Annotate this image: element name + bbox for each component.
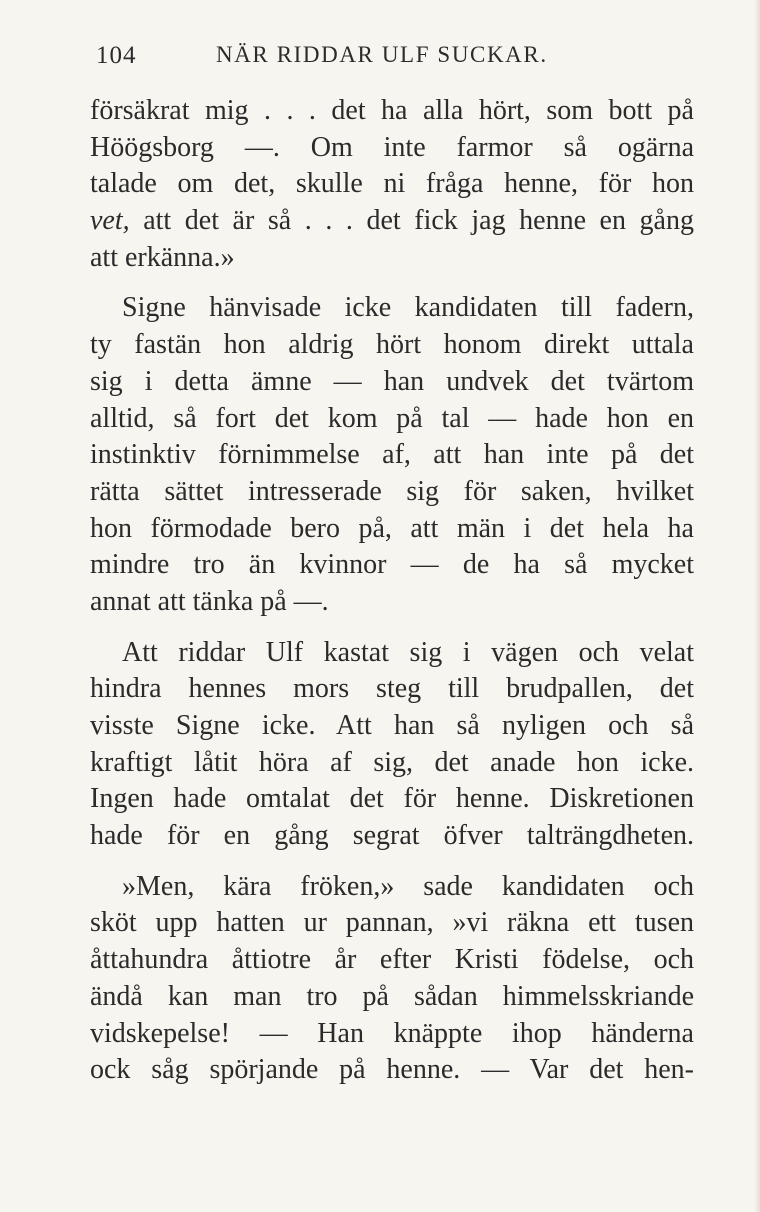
text-line: att erkänna.» <box>90 241 235 273</box>
italic-word: vet, <box>90 205 130 237</box>
text-line: kraftigt låtit höra af sig, det anade hon icke. <box>90 746 694 778</box>
paragraph <box>90 290 694 620</box>
text-line: talade om det, skulle ni fråga henne, för hon <box>90 168 694 200</box>
text-line: Ingen hade omtalat det för henne. Diskretionen <box>90 783 694 815</box>
text-line <box>90 203 694 240</box>
text-line: instinktiv förnimmelse af, att han inte på det <box>90 439 694 471</box>
text-line: sig i detta ämne — han undvek det tvärtom <box>90 365 694 397</box>
paragraph <box>90 635 694 855</box>
text-line: »Men, kära fröken,» sade kandidaten och <box>122 870 694 902</box>
text-line: hindra hennes mors steg till brudpallen, det <box>90 673 694 705</box>
text-line: sköt upp hatten ur pannan, »vi räkna ett tusen <box>90 907 694 939</box>
paragraph <box>90 93 694 276</box>
text-line: Höögsborg —. Om inte farmor så ogärna <box>90 131 694 163</box>
text-line: hon förmodade bero på, att män i det hela ha <box>90 512 694 544</box>
text-line: mindre tro än kvinnor — de ha så mycket <box>90 549 694 581</box>
text-line: försäkrat mig . . . det ha alla hört, som bott på <box>90 95 694 126</box>
text-line: ändå kan man tro på sådan himmelsskriande <box>90 980 694 1012</box>
running-title: NÄR RIDDAR ULF SUCKAR. <box>216 42 548 67</box>
page-number: 104 <box>96 42 137 69</box>
paragraph <box>90 869 694 1089</box>
body-text <box>90 93 694 1089</box>
text-line: åttahundra åttiotre år efter Kristi födelse, och <box>90 944 694 976</box>
text-line: rätta sättet intresserade sig för saken, hvilket <box>90 475 694 507</box>
text-line: alltid, så fort det kom på tal — hade hon en <box>90 402 694 434</box>
text-line: hade för en gång segrat öfver talträngdheten. <box>90 820 694 852</box>
page-edge-shadow <box>754 0 760 1212</box>
text-line: vidskepelse! — Han knäppte ihop händerna <box>90 1017 694 1049</box>
text-line: visste Signe icke. Att han så nyligen och så <box>90 710 694 741</box>
running-header <box>90 42 690 78</box>
text-line: ty fastän hon aldrig hört honom direkt uttala <box>90 329 694 361</box>
text-line: ock såg spörjande på henne. — Var det hen- <box>90 1054 694 1086</box>
text-line: Signe hänvisade icke kandidaten till fadern, <box>122 292 694 324</box>
line-rest: att det är så . . . det fick jag henne en gång <box>129 205 694 237</box>
text-line: Att riddar Ulf kastat sig i vägen och velat <box>122 636 694 668</box>
text-line: annat att tänka på —. <box>90 585 329 617</box>
